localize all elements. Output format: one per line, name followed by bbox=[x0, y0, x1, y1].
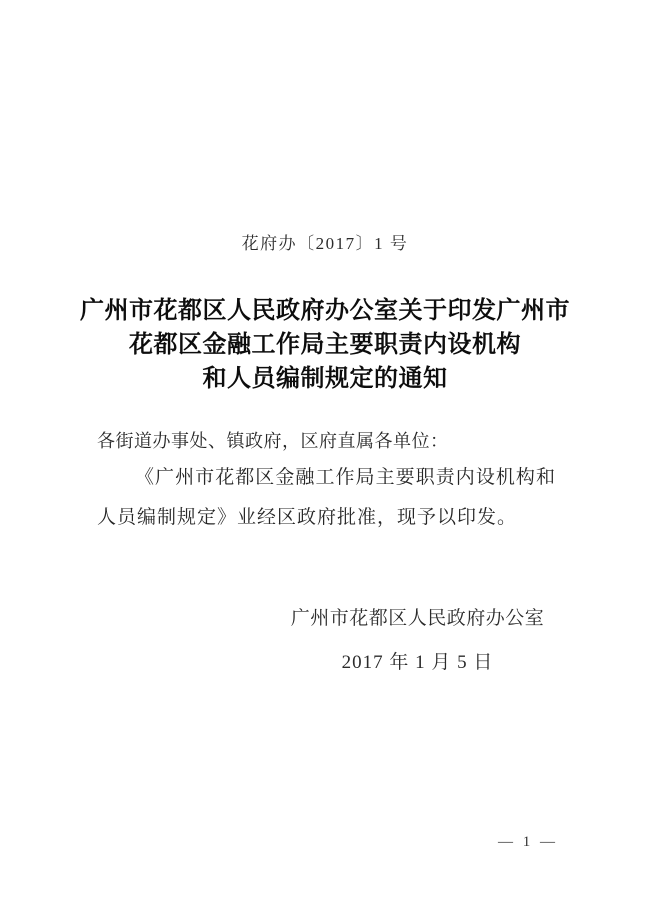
issue-date: 2017 年 1 月 5 日 bbox=[341, 652, 494, 673]
title-line-1: 广州市花都区人民政府办公室关于印发广州市 bbox=[80, 298, 570, 324]
title-line-2: 花都区金融工作局主要职责内设机构 bbox=[129, 332, 521, 358]
page-number: — 1 — bbox=[498, 834, 558, 850]
signature-block bbox=[185, 603, 650, 674]
document-number: 花府办〔2017〕1 号 bbox=[241, 234, 409, 253]
document-title bbox=[0, 294, 650, 396]
issuing-office-signature: 广州市花都区人民政府办公室 bbox=[290, 608, 545, 629]
title-line-3: 和人员编制规定的通知 bbox=[202, 366, 448, 392]
salutation: 各街道办事处、镇政府，区府直属各单位： bbox=[97, 431, 449, 451]
body-paragraph: 《广州市花都区金融工作局主要职责内设机构和人员编制规定》业经区政府批准，现予以印发。 bbox=[97, 467, 556, 528]
